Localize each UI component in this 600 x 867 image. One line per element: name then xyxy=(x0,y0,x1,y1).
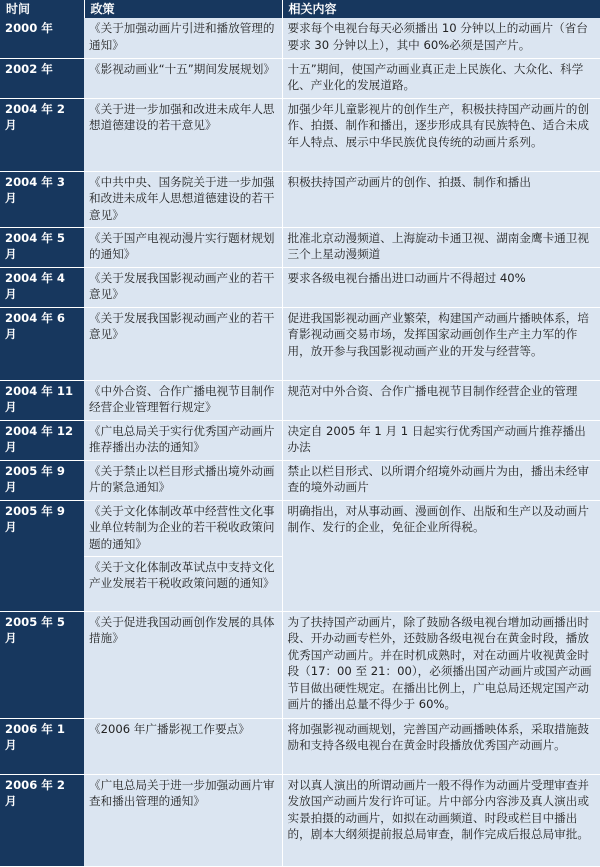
table-row xyxy=(0,58,600,98)
table-row xyxy=(0,460,600,500)
row-policy: 《关于文化体制改革中经营性文化事业单位转制为企业的若干税收政策问题的通知》 xyxy=(84,500,282,556)
row-time: 2000 年 xyxy=(0,18,84,58)
row-time: 2005 年 5 月 xyxy=(0,611,84,718)
row-content: 加强少年儿童影视片的创作生产，积极扶持国产动画片的创作、拍摄、制作和播出，逐步形成具有民族特色、适合未成年人特点、展示中华民族优良传统的动画片系列。 xyxy=(282,98,600,171)
table-row xyxy=(0,774,600,866)
row-policy: 《广电总局关于实行优秀国产动画片推荐播出办法的通知》 xyxy=(84,420,282,460)
row-time: 2005 年 9 月 xyxy=(0,460,84,500)
row-policy: 《关于发展我国影视动画产业的若干意见》 xyxy=(84,307,282,380)
row-content: 禁止以栏目形式、以所谓介绍境外动画片为由，播出未经审查的境外动画片 xyxy=(282,460,600,500)
table-row xyxy=(0,307,600,380)
row-time: 2002 年 xyxy=(0,58,84,98)
table-row xyxy=(0,267,600,307)
row-policy-secondary: 《关于文化体制改革试点中支持文化产业发展若干税收政策问题的通知》 xyxy=(84,556,282,611)
row-content: 要求每个电视台每天必须播出 10 分钟以上的动画片（省台要求 30 分钟以上），其中 60%必须是国产片。 xyxy=(282,18,600,58)
row-content: 促进我国影视动画产业繁荣，构建国产动画片播映体系，培育影视动画交易市场，发挥国家动画创作生产主力军的作用，放开参与我国影视动画产业的开发与经营等。 xyxy=(282,307,600,380)
table-header-row xyxy=(0,0,600,18)
row-time: 2004 年 5 月 xyxy=(0,227,84,267)
row-policy: 《中外合资、合作广播电视节目制作经营企业管理暂行规定》 xyxy=(84,380,282,420)
row-content: 十五”期间，使国产动画业真正走上民族化、大众化、科学化、产业化的发展道路。 xyxy=(282,58,600,98)
table-row xyxy=(0,98,600,171)
row-time: 2004 年 12 月 xyxy=(0,420,84,460)
header-time: 时间 xyxy=(0,0,84,18)
row-content: 积极扶持国产动画片的创作、拍摄、制作和播出 xyxy=(282,171,600,227)
header-policy: 政策 xyxy=(84,0,282,18)
row-policy: 《中共中央、国务院关于进一步加强和改进未成年人思想道德建设的若干意见》 xyxy=(84,171,282,227)
row-content: 批准北京动漫频道、上海旋动卡通卫视、湖南金鹰卡通卫视三个上星动漫频道 xyxy=(282,227,600,267)
row-time: 2006 年 2 月 xyxy=(0,774,84,866)
header-content: 相关内容 xyxy=(282,0,600,18)
table-row xyxy=(0,18,600,58)
row-policy: 《关于发展我国影视动画产业的若干意见》 xyxy=(84,267,282,307)
row-content: 规范对中外合资、合作广播电视节目制作经营企业的管理 xyxy=(282,380,600,420)
row-policy: 《影视动画业“十五”期间发展规划》 xyxy=(84,58,282,98)
row-policy: 《关于国产电视动漫片实行题材规划的通知》 xyxy=(84,227,282,267)
row-time: 2004 年 3 月 xyxy=(0,171,84,227)
table-row xyxy=(0,420,600,460)
table-row xyxy=(0,227,600,267)
row-content: 将加强影视动画规划，完善国产动画播映体系，采取措施鼓励和支持各级电视台在黄金时段播放优秀国产动画片。 xyxy=(282,718,600,774)
table-row xyxy=(0,718,600,774)
row-time: 2005 年 9 月 xyxy=(0,500,84,611)
table-row xyxy=(0,380,600,420)
row-time: 2004 年 11 月 xyxy=(0,380,84,420)
row-time: 2006 年 1 月 xyxy=(0,718,84,774)
table-row xyxy=(0,500,600,556)
row-policy: 《2006 年广播影视工作要点》 xyxy=(84,718,282,774)
row-content: 决定自 2005 年 1 月 1 日起实行优秀国产动画片推荐播出办法 xyxy=(282,420,600,460)
row-content: 对以真人演出的所谓动画片一般不得作为动画片受理审查并发放国产动画片发行许可证。片中部分内容涉及真人演出或实景拍摄的动画片，如拟在动画频道、时段或栏目中播出的，剧本大纲须提前报总局审查，制作完成后报总局审批。 xyxy=(282,774,600,866)
row-content: 为了扶持国产动画片，除了鼓励各级电视台增加动画播出时段、开办动画专栏外，还鼓励各级电视台在黄金时段，播放优秀国产动画片。并在时机成熟时，对在动画片收视黄金时段（17：00 至 21：00），必须播出国产动画片或国产动画节目做出硬性规定。在播出比例上，广电总局还规定国产动画片的播出总量不得少于 60%。 xyxy=(282,611,600,718)
table-row xyxy=(0,171,600,227)
row-content: 明确指出，对从事动画、漫画创作、出版和生产以及动画片制作、发行的企业，免征企业所得税。 xyxy=(282,500,600,611)
row-time: 2004 年 4 月 xyxy=(0,267,84,307)
table-row xyxy=(0,611,600,718)
row-policy: 《关于加强动画片引进和播放管理的通知》 xyxy=(84,18,282,58)
row-policy: 《关于进一步加强和改进未成年人思想道德建设的若干意见》 xyxy=(84,98,282,171)
row-policy: 《关于禁止以栏目形式播出境外动画片的紧急通知》 xyxy=(84,460,282,500)
row-content: 要求各级电视台播出进口动画片不得超过 40% xyxy=(282,267,600,307)
row-policy: 《广电总局关于进一步加强动画片审查和播出管理的通知》 xyxy=(84,774,282,866)
row-time: 2004 年 6 月 xyxy=(0,307,84,380)
row-time: 2004 年 2 月 xyxy=(0,98,84,171)
row-policy: 《关于促进我国动画创作发展的具体措施》 xyxy=(84,611,282,718)
